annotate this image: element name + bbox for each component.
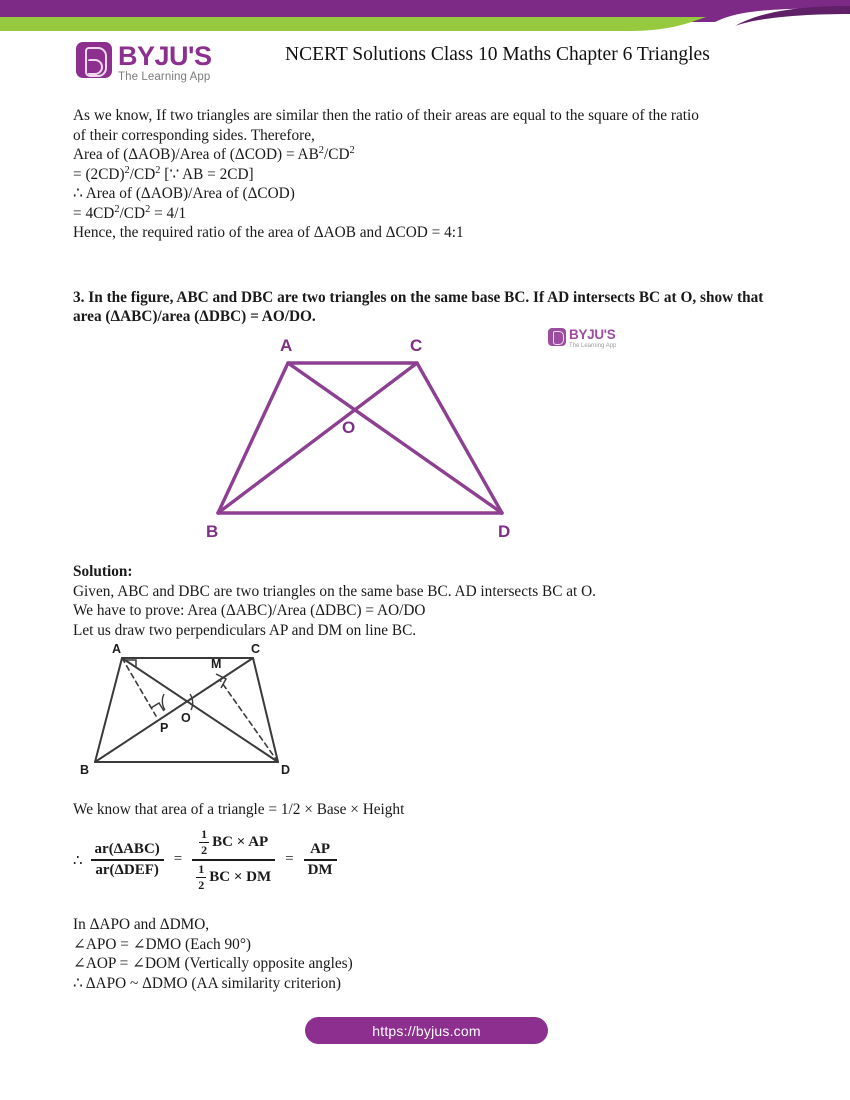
intro-line-3-a: Area of (ΔAOB)/Area of (ΔCOD) = AB: [73, 146, 319, 163]
figure-main-svg: [190, 325, 640, 545]
b-letter-glyph: [85, 47, 107, 77]
formula-half-denominator: [196, 862, 206, 893]
formula-mid-den-text: BC × DM: [209, 868, 272, 885]
label-C-2: C: [251, 642, 261, 656]
solution-line-2: We have to prove: Area (ΔABC)/Area (ΔDBC) = AO/DO: [73, 602, 426, 619]
segment-CD-2: [253, 658, 278, 762]
intro-line-4-sup2: 2: [155, 164, 161, 176]
formula-mid-denominator: [192, 861, 275, 894]
intro-line-1: As we know, If two triangles are similar then the ratio of their areas are equal to the square of the ratio: [73, 107, 699, 124]
formula-lhs-fraction: [91, 840, 164, 879]
formula-rhs-numerator: AP: [310, 841, 331, 858]
half-top-1: 1: [201, 827, 208, 841]
header-band-svg: [0, 0, 850, 40]
solution-heading: Solution:: [73, 563, 133, 580]
intro-line-3: [73, 145, 777, 165]
question-line-1: 3. In the figure, ABC and DBC are two triangles on the same base BC. If AD intersects BC at O,: [73, 288, 697, 306]
intro-line-4-c: [∵ AB = 2CD]: [160, 165, 254, 183]
intro-line-4-b: /CD: [129, 165, 156, 183]
formula-mid-fraction: [192, 826, 275, 894]
figure-watermark-logo: [548, 328, 616, 349]
segment-AB: [218, 363, 288, 513]
label-A: A: [280, 336, 293, 355]
watermark-b-glyph: [553, 331, 564, 345]
intro-line-5: ∴ Area of (ΔAOB)/Area of (ΔCOD): [73, 185, 295, 202]
figure-second-svg: [68, 640, 303, 785]
question-line-2: show that area (ΔABC)/area (ΔDBC) = AO/DO.: [73, 288, 764, 325]
formula-half-numerator: [199, 827, 209, 858]
intro-line-7: Hence, the required ratio of the area of ΔAOB and ΔCOD = 4:1: [73, 224, 464, 241]
question-3-text: [73, 288, 777, 327]
angle-arc-O-right: [190, 694, 193, 710]
header-decoration-band: [0, 0, 850, 40]
intro-line-3-sup1: 2: [318, 144, 324, 156]
label-D-2: D: [281, 763, 291, 777]
formula-mid-numerator: [195, 826, 272, 859]
intro-line-4: [73, 165, 777, 185]
label-C: C: [410, 336, 423, 355]
half-bottom-1: 2: [201, 843, 208, 858]
intro-line-3-b: /CD: [324, 146, 350, 163]
figure-trapezoid-with-perpendiculars: [68, 640, 303, 785]
watermark-brand-name: BYJU'S: [569, 327, 616, 342]
intro-line-6-b: /CD: [119, 204, 146, 222]
perpendicular-DM-dashed: [220, 680, 278, 762]
closing-proof-block: [73, 915, 353, 993]
half-bottom-2: 2: [198, 877, 205, 892]
intro-line-6: [73, 204, 777, 224]
watermark-tagline: The Learning App: [569, 342, 617, 349]
byjus-logo: [76, 42, 211, 84]
green-band-shape: [0, 17, 706, 31]
formula-rhs-fraction: [304, 840, 337, 879]
closing-line-4: ∴ ΔAPO ~ ΔDMO (AA similarity criterion): [73, 974, 341, 992]
formula-equals-1: =: [173, 851, 183, 868]
closing-line-3: ∠AOP = ∠DOM (Vertically opposite angles): [73, 955, 353, 972]
segment-CD: [417, 363, 502, 513]
intro-line-4-a: = (2CD): [73, 165, 125, 183]
closing-line-2: ∠APO = ∠DMO (Each 90°): [73, 935, 252, 953]
therefore-symbol: ∴: [73, 853, 83, 870]
label-B: B: [206, 522, 219, 541]
half-top-2: 1: [198, 861, 205, 876]
solution-line-3: Let us draw two perpendiculars AP and DM on line BC.: [73, 621, 417, 639]
intro-content: [73, 106, 777, 327]
formula-lhs-denominator: ar(ΔDEF): [95, 861, 159, 878]
label-O: O: [342, 418, 356, 437]
label-P-2: P: [160, 721, 169, 735]
watermark-text-group: [569, 328, 616, 349]
logo-text-group: [118, 42, 211, 84]
label-A-2: A: [112, 642, 122, 656]
intro-line-6-c: = 4/1: [150, 204, 187, 222]
byjus-b-icon: [76, 42, 112, 78]
formula-rhs-denominator: DM: [307, 861, 333, 878]
area-formula-note: We know that area of a triangle = 1/2 × Base × Height: [73, 801, 405, 818]
intro-line-6-sup1: 2: [114, 203, 120, 215]
formula-mid-num-text: BC × AP: [212, 834, 269, 851]
area-ratio-formula: [73, 826, 340, 894]
label-B-2: B: [80, 763, 90, 777]
logo-brand-name: BYJU'S: [118, 41, 212, 71]
figure-trapezoid-abdc-purple: [190, 325, 640, 545]
footer-url-button[interactable]: https://byjus.com: [305, 1017, 548, 1044]
intro-line-4-sup1: 2: [124, 164, 130, 176]
intro-line-2: of their corresponding sides. Therefore,: [73, 126, 315, 144]
closing-line-1: In ΔAPO and ΔDMO,: [73, 916, 210, 933]
intro-line-6-a: = 4CD: [73, 204, 115, 222]
intro-line-3-sup2: 2: [349, 144, 355, 156]
formula-equals-2: =: [285, 851, 294, 868]
label-M-2: M: [211, 657, 222, 671]
formula-lhs-numerator: ar(ΔABC): [94, 841, 160, 858]
label-D: D: [498, 522, 511, 541]
intro-paragraph: [73, 106, 777, 243]
segment-AD-diagonal-2: [122, 658, 278, 762]
logo-tagline: The Learning App: [118, 71, 211, 83]
page-title: NCERT Solutions Class 10 Maths Chapter 6 Triangles: [285, 44, 710, 65]
label-O-2: O: [181, 711, 191, 725]
solution-line-1: Given, ABC and DBC are two triangles on the same base BC. AD intersects BC at O.: [73, 582, 596, 600]
intro-line-6-sup2: 2: [145, 203, 151, 215]
solution-block: [73, 562, 777, 640]
watermark-b-icon: [548, 328, 566, 346]
